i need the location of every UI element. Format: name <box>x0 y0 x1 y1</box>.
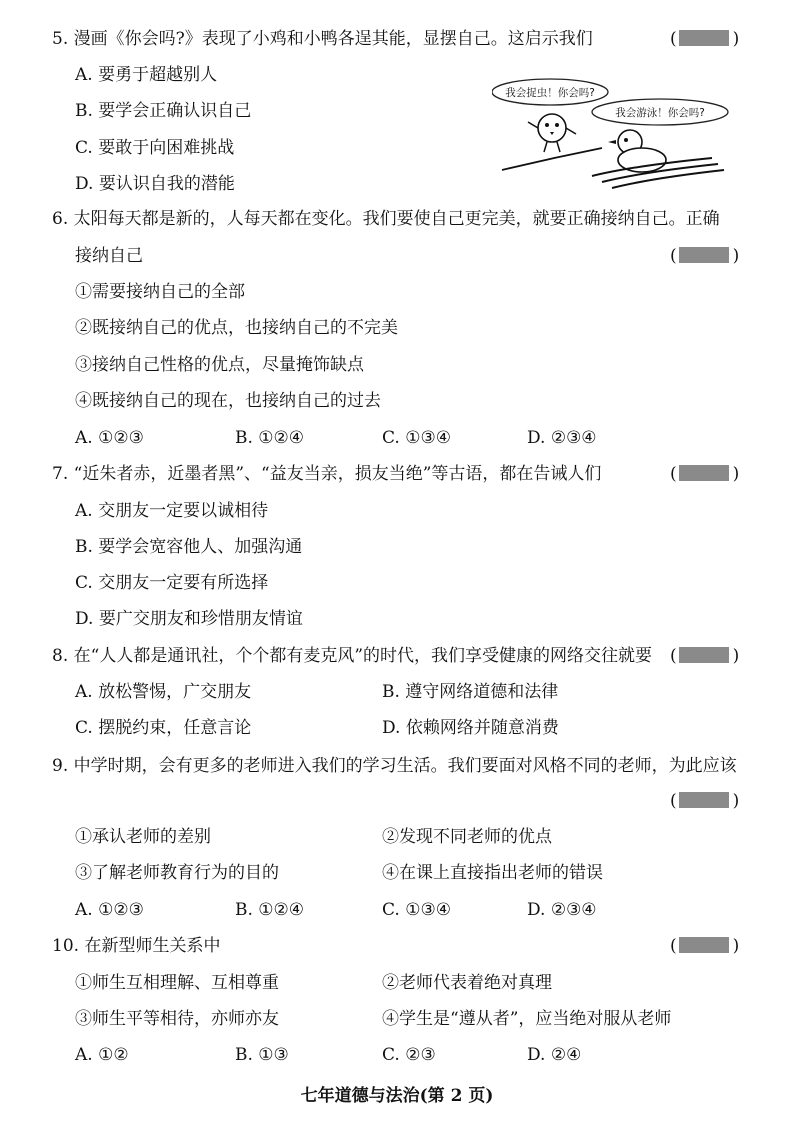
q7-option-c: C. 交朋友一定要有所选择 <box>75 573 269 593</box>
answer-redaction <box>679 30 729 46</box>
q6-statement-4: ④既接纳自己的现在，也接纳自己的过去 <box>75 391 381 411</box>
bracket-close: ) <box>732 29 740 49</box>
q10-stem: 10. 在新型师生关系中 <box>52 936 221 956</box>
bubble-1-text: 我会捉虫！你会吗? <box>505 87 595 99</box>
answer-redaction <box>679 247 729 263</box>
bracket-open: ( <box>670 646 677 666</box>
q5-option-b: B. 要学会正确认识自己 <box>75 101 252 121</box>
water-line-3 <box>612 170 724 188</box>
q10-statement-2: ②老师代表着绝对真理 <box>382 973 552 993</box>
q8-answer-bracket <box>670 645 739 667</box>
bracket-close: ) <box>732 464 740 484</box>
q9-statement-1: ①承认老师的差别 <box>75 827 211 847</box>
bracket-close: ) <box>732 246 740 266</box>
bracket-open: ( <box>670 246 677 266</box>
q7-option-b: B. 要学会宽容他人、加强沟通 <box>75 537 303 557</box>
answer-redaction <box>679 647 729 663</box>
page-footer: 七年道德与法治(第 2 页) <box>300 1086 494 1106</box>
duckling-drawing <box>608 130 666 172</box>
q10-option-b: B. ①③ <box>235 1045 289 1065</box>
q5-answer-bracket <box>670 28 739 50</box>
q6-option-a: A. ①②③ <box>75 428 144 448</box>
q6-statement-3: ③接纳自己性格的优点，尽量掩饰缺点 <box>75 355 364 375</box>
bracket-close: ) <box>732 791 740 811</box>
q7-answer-bracket <box>670 463 739 485</box>
q8-option-b: B. 遵守网络道德和法律 <box>382 682 559 702</box>
q7-stem: 7. “近朱者赤，近墨者黑”、“益友当亲，损友当绝”等古语，都在告诫人们 <box>52 464 602 484</box>
q6-option-c: C. ①③④ <box>382 428 451 448</box>
bracket-close: ) <box>732 646 740 666</box>
q10-statement-1: ①师生互相理解、互相尊重 <box>75 973 279 993</box>
q6-statement-1: ①需要接纳自己的全部 <box>75 282 245 302</box>
chick-drawing <box>528 114 576 152</box>
q6-stem-line-2: 接纳自己 <box>75 246 143 266</box>
answer-redaction <box>679 792 729 808</box>
bracket-open: ( <box>670 791 677 811</box>
q9-option-b: B. ①②④ <box>235 900 305 920</box>
answer-redaction <box>679 937 729 953</box>
q9-statement-2: ②发现不同老师的优点 <box>382 827 552 847</box>
bracket-close: ) <box>732 936 740 956</box>
q8-option-a: A. 放松警惕，广交朋友 <box>75 682 252 702</box>
q7-option-d: D. 要广交朋友和珍惜朋友情谊 <box>75 609 303 629</box>
bracket-open: ( <box>670 464 677 484</box>
q10-option-a: A. ①② <box>75 1045 129 1065</box>
q8-stem: 8. 在“人人都是通讯社，个个都有麦克风”的时代，我们享受健康的网络交往就要 <box>52 646 653 666</box>
q5-cartoon <box>492 78 732 190</box>
bracket-open: ( <box>670 936 677 956</box>
q10-option-c: C. ②③ <box>382 1045 436 1065</box>
q7-option-a: A. 交朋友一定要以诚相待 <box>75 501 269 521</box>
bubble-2-text: 我会游泳！你会吗? <box>615 107 705 119</box>
q5-stem: 5. 漫画《你会吗?》表现了小鸡和小鸭各逞其能，显摆自己。这启示我们 <box>52 29 593 49</box>
q10-statement-3: ③师生平等相待，亦师亦友 <box>75 1009 279 1029</box>
q8-option-d: D. 依赖网络并随意消费 <box>382 718 559 738</box>
q6-stem-line-1: 6. 太阳每天都是新的，人每天都在变化。我们要使自己更完美，就要正确接纳自己。正确 <box>52 209 720 229</box>
q9-stem: 9. 中学时期，会有更多的老师进入我们的学习生活。我们要面对风格不同的老师，为此应该 <box>52 756 737 776</box>
q6-statement-2: ②既接纳自己的优点，也接纳自己的不完美 <box>75 318 398 338</box>
q9-answer-bracket <box>670 790 739 812</box>
q6-option-d: D. ②③④ <box>527 428 597 448</box>
q9-statement-4: ④在课上直接指出老师的错误 <box>382 863 603 883</box>
ground-line <box>502 148 602 170</box>
q6-option-b: B. ①②④ <box>235 428 305 448</box>
q9-option-d: D. ②③④ <box>527 900 597 920</box>
answer-redaction <box>679 465 729 481</box>
q10-option-d: D. ②④ <box>527 1045 582 1065</box>
q5-option-d: D. 要认识自我的潜能 <box>75 174 235 194</box>
q9-option-a: A. ①②③ <box>75 900 144 920</box>
q5-option-c: C. 要敢于向困难挑战 <box>75 138 235 158</box>
q8-option-c: C. 摆脱约束，任意言论 <box>75 718 252 738</box>
cartoon-illustration <box>492 78 732 190</box>
q6-answer-bracket <box>670 245 739 267</box>
q9-statement-3: ③了解老师教育行为的目的 <box>75 863 279 883</box>
q10-statement-4: ④学生是“遵从者”，应当绝对服从老师 <box>382 1009 672 1029</box>
q5-option-a: A. 要勇于超越别人 <box>75 65 218 85</box>
q10-answer-bracket <box>670 935 739 957</box>
bracket-open: ( <box>670 29 677 49</box>
q9-option-c: C. ①③④ <box>382 900 451 920</box>
